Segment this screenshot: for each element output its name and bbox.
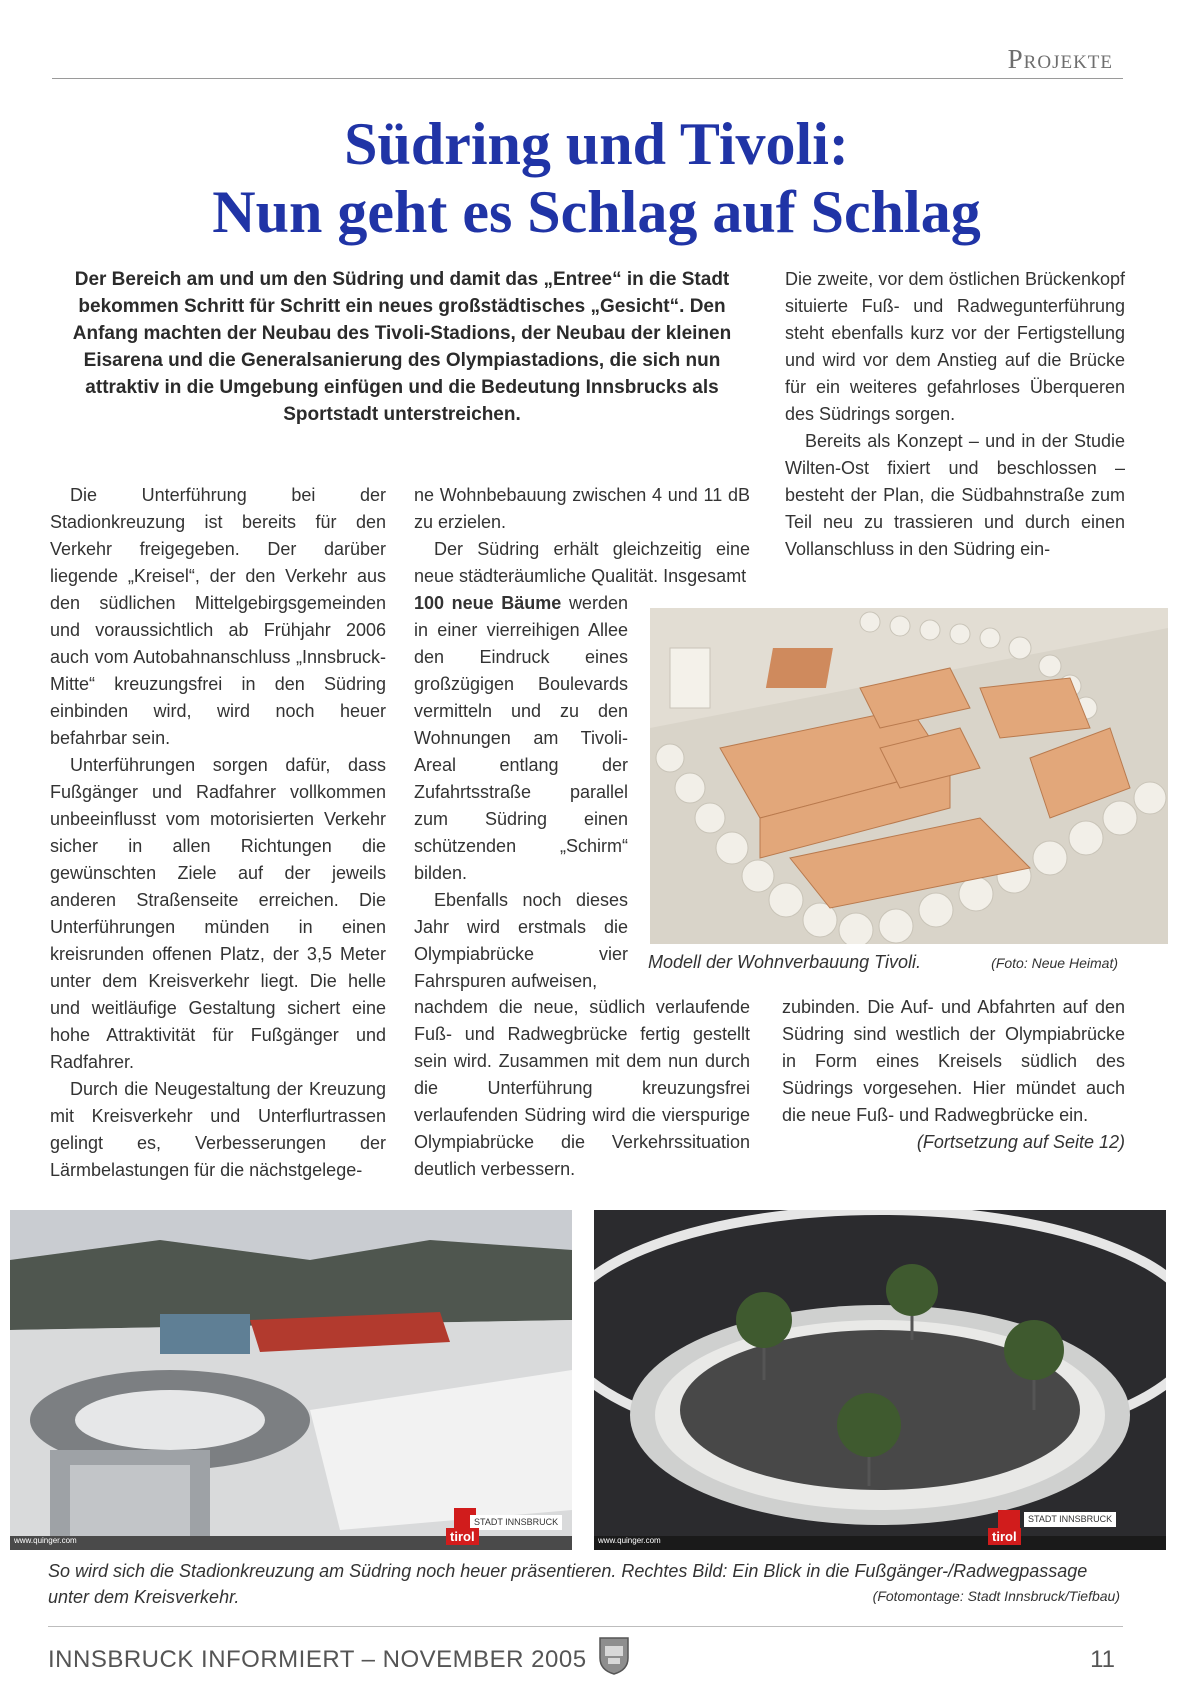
col2-paragraph-2-rest: werden in einer vierreihigen Allee den Eindruck eines großzügigen Boulevards vermitteln und zu den Wohnungen am Tivoli-Areal entlang der Zufahrtsstraße parallel zum Südring einen schützenden „Schirm“ bilden. xyxy=(414,593,628,883)
col3-paragraph-2-cont: zubinden. Die Auf- und Abfahrten auf den Südring sind westlich der Olympiabrücke in Form eines Kreisels südlich des Südrings vorgesehen. Hier mündet auch die neue Fuß- und Radwegbrücke ein. xyxy=(782,997,1125,1125)
underpass-render xyxy=(594,1210,1166,1550)
stadt-innsbruck-logo-right: STADT INNSBRUCK xyxy=(1024,1512,1116,1527)
section-label: Projekte xyxy=(1007,44,1113,74)
article-title-line1: Südring und Tivoli: xyxy=(344,111,849,177)
col2-paragraph-2: Der Südring erhält gleichzeitig eine neue städteräumliche Qualität. Insgesamt xyxy=(414,539,750,586)
tirol-logo-right: tirol xyxy=(988,1528,1021,1545)
column-3-lower xyxy=(782,994,1125,1156)
col2-paragraph-3-cont: nachdem die neue, südlich verlaufende Fuß- und Radwegbrücke fertig gestellt sein wird. Zusammen mit dem nun durch die Unterführung kreuzungsfrei verlaufenden Südring wird die vierspurige Olympiabrücke die Verkehrssituation deutlich verbessern. xyxy=(414,997,750,1179)
photo-credit: (Fotomontage: Stadt Innsbruck/Tiefbau) xyxy=(872,1588,1120,1604)
figure-caption: Modell der Wohnverbauung Tivoli. xyxy=(648,952,921,972)
tirol-logo: tirol xyxy=(446,1528,479,1545)
stadt-innsbruck-logo: STADT INNSBRUCK xyxy=(470,1515,562,1530)
column-2-lower xyxy=(414,994,750,1183)
article-lead: Der Bereich am und um den Südring und damit das „Entree“ in die Stadt bekommen Schritt für Schritt ein neues großstädtisches „Gesicht“. Den Anfang machten der Neubau des Tivoli-Stadions, der Neubau der kleinen Eisarena und die Generalsanierung des Olympiastadions, die sich nun attraktiv in die Umgebung einfügen und die Bedeutung Innsbrucks als Sportstadt unterstreichen. xyxy=(72,269,732,425)
col1-paragraph-3: Durch die Neugestaltung der Kreuzung mit Kreisverkehr und Unterflurtrassen gelingt es, Verbesserungen der Lärmbelastungen für die nächstgelege- xyxy=(50,1079,386,1180)
photo-caption: So wird sich die Stadionkreuzung am Südring noch heuer präsentieren. Rechtes Bild: Ein Blick in die Fußgänger-/Radwegpassage unter dem Kreisverkehr. xyxy=(48,1561,1088,1607)
col1-paragraph-2: Unterführungen sorgen dafür, dass Fußgänger und Radfahrer vollkommen unbeeinflusst vom motorisierten Verkehr sicher in allen Richtungen die gewünschten Ziele auf der jeweils anderen Straßenseite erreichen. Die Unterführungen münden in einen kreisrunden offenen Platz, der 3,5 Meter unter dem Kreisverkehr liegt. Die helle und weitläufige Gestaltung sichert eine hohe Attraktivität für Fußgänger und Radfahrer. xyxy=(50,755,386,1072)
article-title-line2: Nun geht es Schlag auf Schlag xyxy=(212,179,981,245)
photo-url-right: www.quinger.com xyxy=(598,1536,661,1545)
underpass-illustration xyxy=(594,1210,1166,1550)
stadium-junction-photo xyxy=(10,1210,572,1550)
photo-url: www.quinger.com xyxy=(14,1536,77,1545)
model-photo-illustration xyxy=(650,608,1168,944)
continuation-note: (Fortsetzung auf Seite 12) xyxy=(916,1132,1125,1152)
col3-paragraph-2: Bereits als Konzept – und in der Studie Wilten-Ost fixiert und beschlossen – besteht der Plan, die Südbahnstraße zum Teil neu zu trassieren und durch einen Vollanschluss in den Südring ein- xyxy=(785,431,1125,559)
page-number: 11 xyxy=(1090,1646,1115,1673)
col2-paragraph-2-cont xyxy=(414,590,628,887)
col2-paragraph-1: ne Wohnbebauung zwischen 4 und 11 dB zu erzielen. xyxy=(414,485,750,532)
stadium-junction-illustration xyxy=(10,1210,572,1550)
bottom-rule xyxy=(48,1626,1123,1627)
top-rule xyxy=(52,78,1123,79)
footer-publication: INNSBRUCK INFORMIERT – NOVEMBER 2005 xyxy=(48,1646,587,1673)
city-crest-icon xyxy=(598,1636,630,1676)
col2-bold-phrase: 100 neue Bäume xyxy=(414,593,562,613)
col1-paragraph-1: Die Unterführung bei der Stadionkreuzung ist bereits für den Verkehr freigegeben. Der darüber liegende „Kreisel“, der den Verkehr aus den südlichen Mittelgebirgsgemeinden und voraussichtlich ab Frühjahr 2006 auch vom Autobahnanschluss „Innsbruck-Mitte“ kreuzungsfrei in den Südring einbinden wird, wird noch heuer befahrbar sein. xyxy=(50,485,386,748)
column-1 xyxy=(50,482,386,1184)
model-photo xyxy=(650,608,1168,944)
col3-paragraph-1: Die zweite, vor dem östlichen Brückenkopf situierte Fuß- und Radwegunterführung steht ebenfalls kurz vor der Fertigstellung und wird vor dem Anstieg auf die Brücke für ein weiteres gefahrloses Überqueren des Südrings sorgen. xyxy=(785,269,1125,424)
col2-paragraph-3: Ebenfalls noch dieses Jahr wird erstmals die Olympiabrücke vier Fahrspuren aufweisen, xyxy=(414,890,628,991)
column-3 xyxy=(785,266,1125,563)
figure-credit: (Foto: Neue Heimat) xyxy=(991,955,1118,971)
